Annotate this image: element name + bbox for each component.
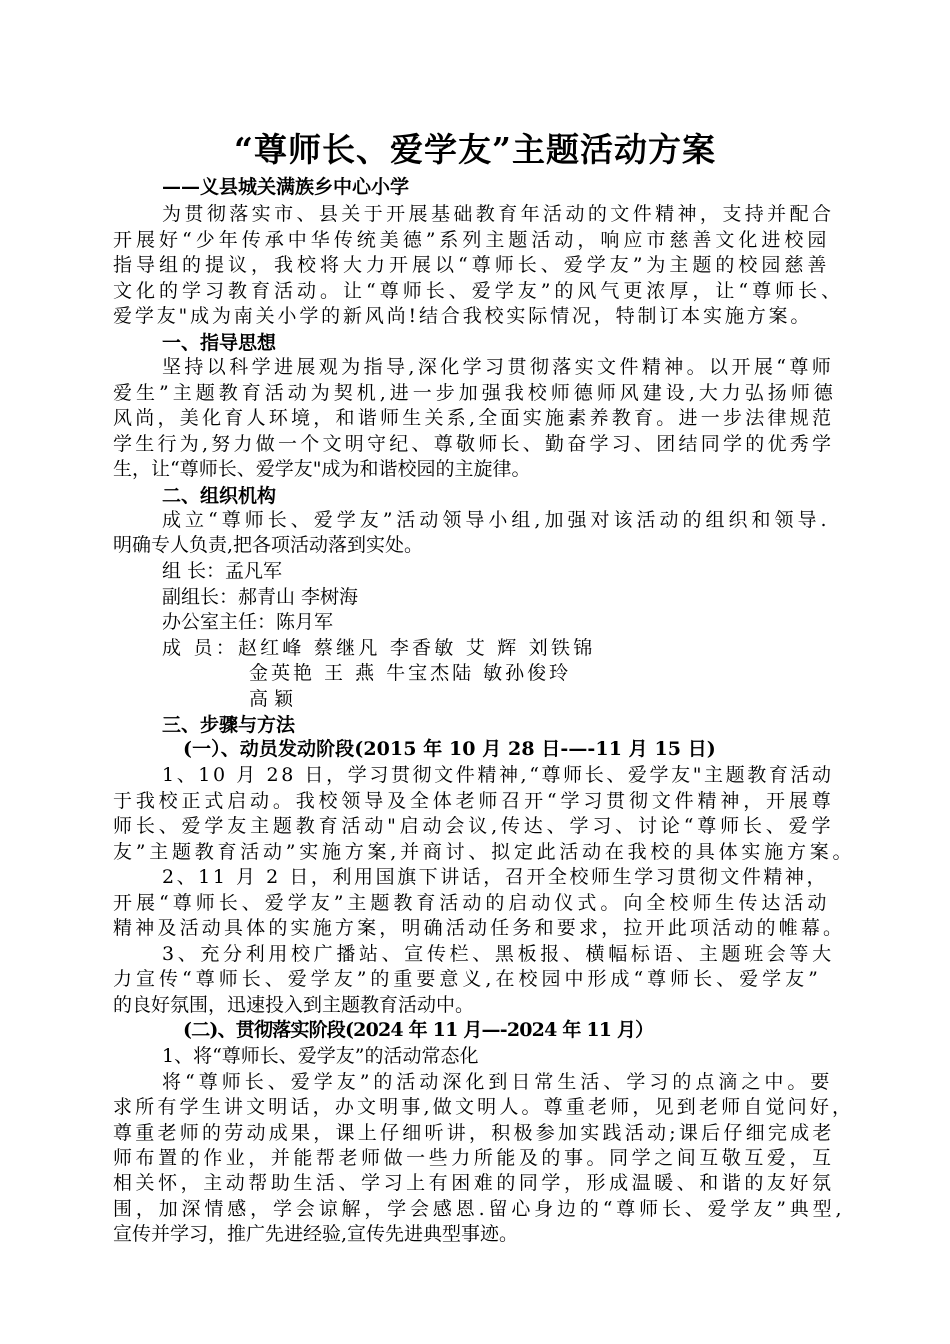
text-line: 爱生”主题教育活动为契机,进一步加强我校师德师风建设,大力弘扬师德: [113, 382, 837, 404]
text-line: 3、充分利用校广播站、宣传栏、黑板报、横幅标语、主题班会等大: [162, 943, 835, 965]
text-line: 金英艳 王 燕 牛宝杰陆 敏孙俊玲: [249, 662, 572, 684]
text-line: 1、将“尊师长、爱学友”的活动常态化: [162, 1045, 479, 1067]
text-line: 文化的学习教育活动。让“尊师长、爱学友”的风气更浓厚，让“尊师长、: [113, 280, 845, 302]
text-line: 组 长：孟凡军: [162, 560, 283, 582]
text-line: 高 颖: [249, 688, 294, 710]
section-heading: (一）、动员发动阶段(2015 年 10 月 28 日-—-11 月 15 日): [183, 738, 716, 760]
text-line: 为贯彻落实市、县关于开展基础教育年活动的文件精神，支持并配合: [162, 203, 835, 225]
text-line: 1、10 月 28 日，学习贯彻文件精神,“尊师长、爱学友"主题教育活动: [162, 764, 834, 786]
text-line: 生，让“尊师长、爱学友"成为和谐校园的主旋律。: [113, 458, 531, 480]
text-line: 2、11 月 2 日，利用国旗下讲话，召开全校师生学习贯彻文件精神，: [162, 866, 829, 888]
text-line: 相关怀，主动帮助生活、学习上有困难的同学，形成温暖、和谐的友好氛: [113, 1172, 835, 1194]
text-line: 师长、爱学友主题教育活动"启动会议,传达、学习、讨论“尊师长、爱学: [113, 815, 835, 837]
section-heading: (二)、贯彻落实阶段(2024 年 11 月—-2024 年 11 月）: [183, 1019, 654, 1041]
text-line: 力宣传“尊师长、爱学友”的重要意义,在校园中形成“尊师长、爱学友”: [113, 968, 822, 990]
section-heading: 二、组织机构: [162, 485, 277, 507]
text-line: 将“尊师长、爱学友”的活动深化到日常生活、学习的点滴之中。要: [162, 1071, 834, 1093]
text-line: 开展“尊师长、爱学友”主题教育活动的启动仪式。向全校师生传达活动: [113, 892, 831, 914]
text-line: 副组长：郝青山 李树海: [162, 586, 359, 608]
text-line: 师布置的作业，并能帮老师做一些力所能及的事。同学之间互敬互爱，互: [113, 1147, 835, 1169]
document-subtitle: ——义县城关满族乡中心小学: [162, 176, 410, 198]
text-line: 求所有学生讲文明话，办文明事,做文明人。尊重老师，见到老师自觉问好，: [113, 1096, 855, 1118]
text-line: 成立“尊师长、爱学友”活动领导小组,加强对该活动的组织和领导.: [162, 509, 831, 531]
text-line: 友”主题教育活动”实施方案,并商讨、拟定此活动在我校的具体实施方案。: [113, 841, 856, 863]
text-line: 尊重老师的劳动成果，课上仔细听讲，积极参加实践活动;课后仔细完成老: [113, 1122, 835, 1144]
text-line: 学生行为,努力做一个文明守纪、尊敬师长、勤奋学习、团结同学的优秀学: [113, 433, 835, 455]
document-title: “尊师长、爱学友”主题活动方案: [234, 130, 716, 169]
text-line: 坚持以科学进展观为指导,深化学习贯彻落实文件精神。以开展“尊师: [162, 356, 835, 378]
text-line: 宣传并学习，推广先进经验,宣传先进典型事迹。: [113, 1223, 519, 1245]
text-line: 的良好氛围，迅速投入到主题教育活动中。: [113, 994, 475, 1016]
text-line: 爱学友"成为南关小学的新风尚!结合我校实际情况，特制订本实施方案。: [113, 305, 813, 327]
text-line: 指导组的提议，我校将大力开展以“尊师长、爱学友”为主题的校园慈善: [113, 254, 831, 276]
text-line: 明确专人负责,把各项活动落到实处。: [113, 534, 424, 556]
text-line: 风尚，美化育人环境，和谐师生关系,全面实施素养教育。进一步法律规范: [113, 407, 835, 429]
text-line: 于我校正式启动。我校领导及全体老师召开“学习贯彻文件精神，开展尊: [113, 790, 835, 812]
text-line: 开展好“少年传承中华传统美德”系列主题活动，响应市慈善文化进校园: [113, 229, 831, 251]
text-line: 围，加深情感，学会谅解，学会感恩.留心身边的“尊师长、爱学友”典型,: [113, 1198, 846, 1220]
text-line: 成 员：赵红峰 蔡继凡 李香敏 艾 辉 刘铁锦: [162, 637, 596, 659]
section-heading: 三、步骤与方法: [162, 714, 296, 736]
section-heading: 一、指导思想: [162, 332, 277, 354]
text-line: 办公室主任：陈月军: [162, 611, 334, 633]
text-line: 精神及活动具体的实施方案，明确活动任务和要求，拉开此项活动的帷幕。: [113, 917, 846, 939]
